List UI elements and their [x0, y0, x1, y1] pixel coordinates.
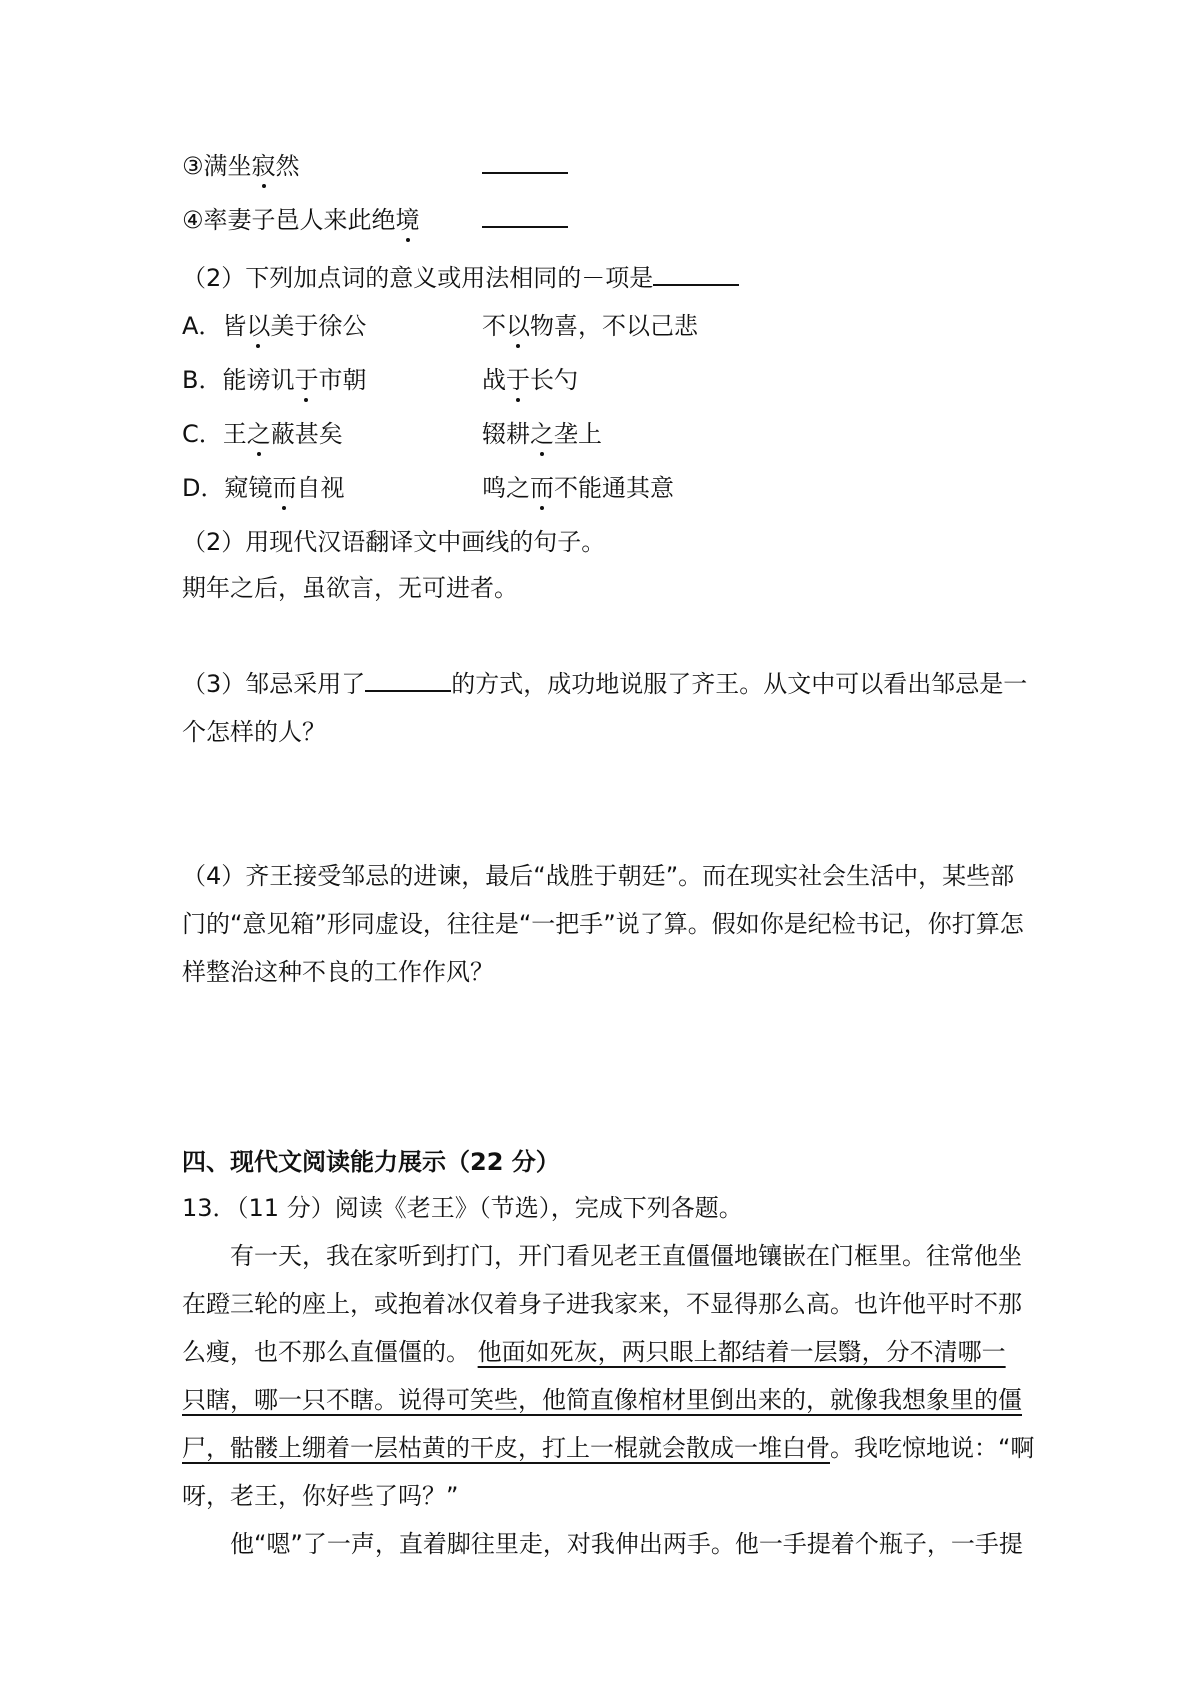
option-text: 垄上 — [554, 420, 602, 448]
dotted-char: 而 — [530, 474, 554, 502]
dotted-char: 寂 — [251, 152, 276, 180]
option-b — [182, 364, 366, 396]
option-text: 能谤讥 — [222, 366, 295, 394]
q3-line-2: 个怎样的人？ — [182, 718, 326, 746]
answer-blank-4[interactable] — [482, 204, 568, 236]
q13-prompt: 13．（11 分）阅读《老王》（节选），完成下列各题。 — [182, 1194, 743, 1222]
q2-prompt-text: （2）下列加点词的意义或用法相同的－项是 — [182, 264, 654, 292]
q2-prompt — [182, 262, 739, 294]
dotted-char: 而 — [272, 474, 297, 502]
option-text: 市朝 — [318, 366, 367, 394]
q3-text: （3）邹忌采用了 — [182, 670, 366, 698]
option-label: A． — [182, 312, 223, 340]
q3-line-1 — [182, 668, 1027, 700]
option-text: 物喜，不以己悲 — [530, 312, 698, 340]
q1-item-4-text: ④率妻子邑人来此绝 — [182, 206, 396, 234]
passage-p1-line-6: 呀，老王，你好些了吗？” — [182, 1482, 459, 1510]
option-d — [182, 472, 344, 504]
option-a — [182, 310, 366, 342]
option-text: 不能通其意 — [554, 474, 674, 502]
option-text: 蔽甚矣 — [270, 420, 343, 448]
underlined-sentence: 他面如死灰，两只眼上都结着一层翳，分不清哪一 — [477, 1338, 1006, 1366]
option-text: 鸣之 — [482, 474, 530, 502]
q1-item-3 — [182, 150, 300, 182]
dotted-char: 于 — [506, 366, 530, 394]
option-text: 皆 — [222, 312, 247, 340]
option-text: 战 — [482, 366, 506, 394]
option-b-right — [482, 364, 578, 396]
answer-blank-3[interactable] — [482, 150, 568, 182]
passage-p1-line-3 — [182, 1336, 1006, 1368]
option-text: 王 — [222, 420, 247, 448]
translate-prompt: （2）用现代汉语翻译文中画线的句子。 — [182, 528, 606, 556]
option-label: D． — [182, 474, 225, 502]
translate-sentence: 期年之后，虽欲言，无可进者。 — [182, 574, 518, 602]
dotted-char: 之 — [530, 420, 554, 448]
option-text: 不 — [482, 312, 506, 340]
passage-p2-line-1: 他“嗯”了一声，直着脚往里走，对我伸出两手。他一手提着个瓶子，一手提 — [230, 1530, 1023, 1558]
option-text: 长勺 — [530, 366, 578, 394]
q1-item-4 — [182, 204, 420, 236]
q4-line-1: （4）齐王接受邹忌的进谏，最后“战胜于朝廷”。而在现实社会生活中，某些部 — [182, 862, 1015, 890]
dotted-char: 境 — [395, 206, 420, 234]
option-text: 自视 — [296, 474, 345, 502]
option-label: C． — [182, 420, 223, 448]
underlined-sentence-line-3: 尸，骷髅上绷着一层枯黄的干皮，打上一棍就会散成一堆白骨 — [182, 1434, 830, 1462]
passage-p1-line-1: 有一天，我在家听到打门，开门看见老王直僵僵地镶嵌在门框里。往常他坐 — [230, 1242, 1022, 1270]
q4-line-3: 样整治这种不良的工作作风？ — [182, 958, 494, 986]
option-text: 美于徐公 — [270, 312, 367, 340]
q1-item-3-text: ③满坐 — [182, 152, 252, 180]
underlined-sentence-line-2: 只瞎，哪一只不瞎。说得可笑些，他简直像棺材里倒出来的，就像我想象里的僵 — [182, 1386, 1022, 1414]
option-a-right — [482, 310, 698, 342]
q3-answer-blank[interactable] — [365, 668, 451, 692]
dotted-char: 于 — [294, 366, 319, 394]
dotted-char: 以 — [506, 312, 530, 340]
section-heading: 四、现代文阅读能力展示（22 分） — [182, 1148, 560, 1176]
q3-text: 的方式，成功地说服了齐王。从文中可以看出邹忌是一 — [451, 670, 1028, 698]
q4-line-2: 门的“意见箱”形同虚设，往往是“一把手”说了算。假如你是纪检书记，你打算怎 — [182, 910, 1024, 938]
q2-answer-blank[interactable] — [653, 262, 739, 286]
passage-text: 么瘦，也不那么直僵僵的。 — [182, 1338, 478, 1366]
dotted-char: 以 — [246, 312, 271, 340]
option-label: B． — [182, 366, 223, 394]
option-text: 辍耕 — [482, 420, 530, 448]
dotted-char: 之 — [246, 420, 271, 448]
passage-text: 。我吃惊地说：“啊 — [830, 1434, 1035, 1462]
q1-item-3-text-end: 然 — [275, 152, 300, 180]
option-d-right — [482, 472, 674, 504]
passage-p1-line-2: 在蹬三轮的座上，或抱着冰仅着身子进我家来，不显得那么高。也许他平时不那 — [182, 1290, 1022, 1318]
option-text: 窥镜 — [224, 474, 273, 502]
passage-p1-line-5 — [182, 1432, 1034, 1464]
option-c — [182, 418, 343, 450]
option-c-right — [482, 418, 602, 450]
